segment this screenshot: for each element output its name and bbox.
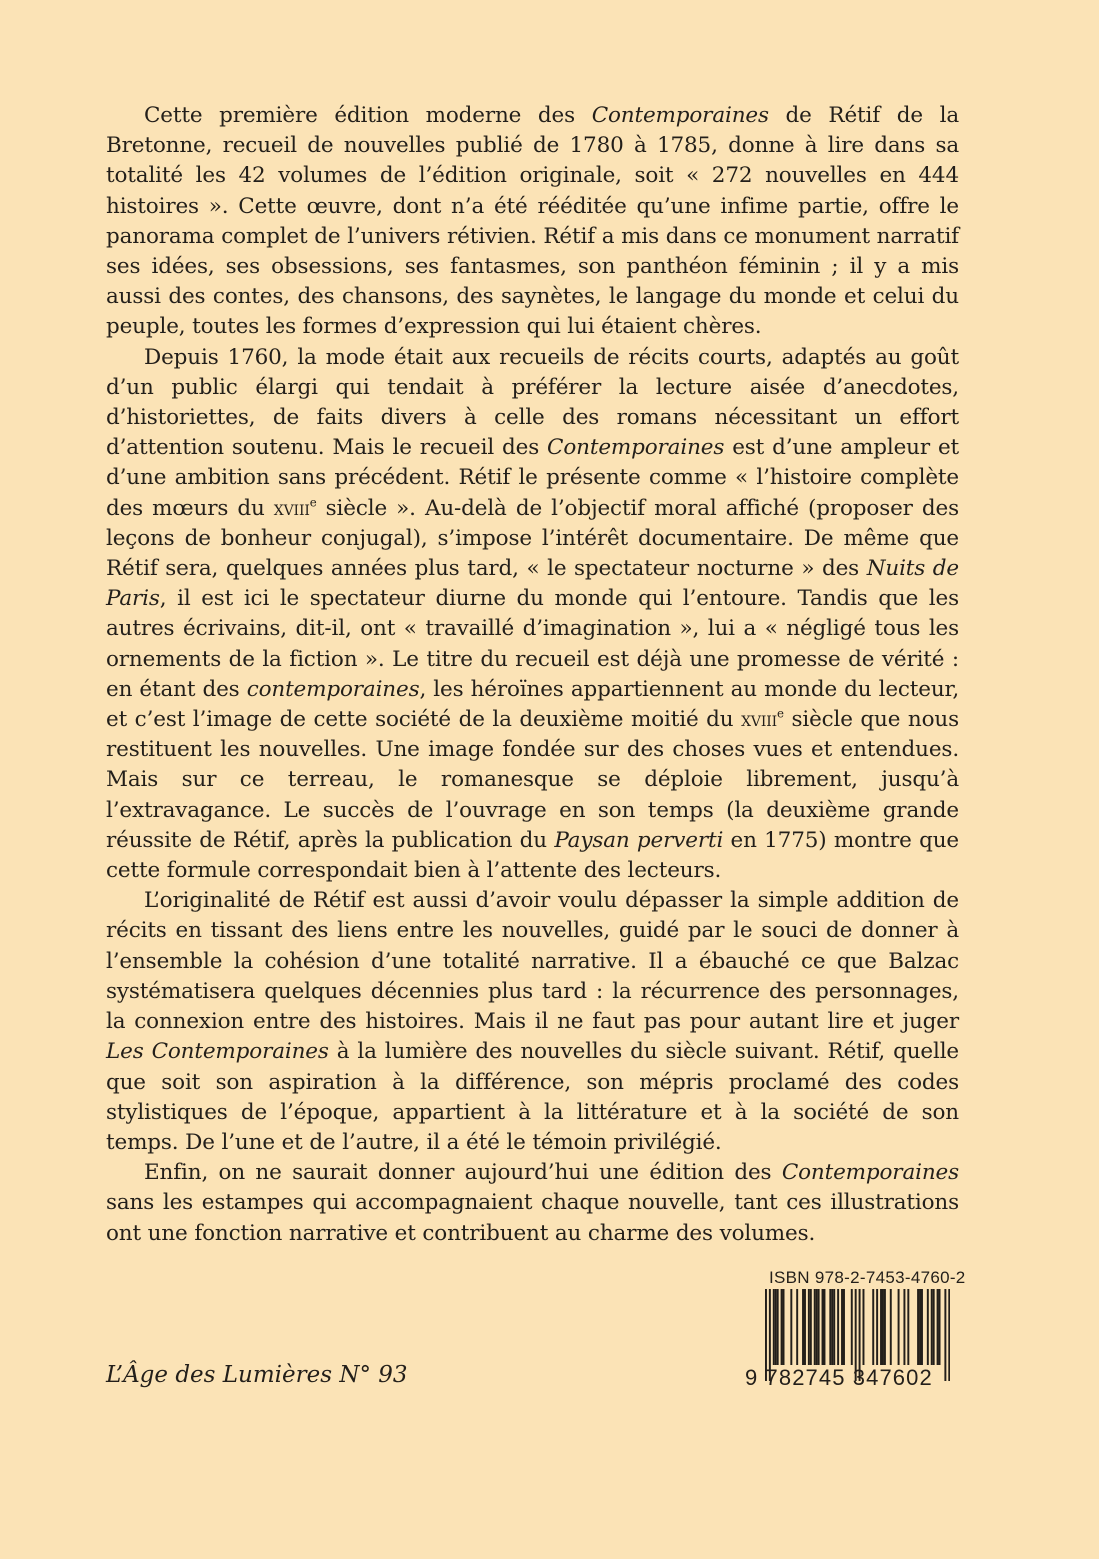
text-run: est d’une ampleur et d’une ambition sans précédent. Rétif le présente comme « l’histoire complète des mœurs du bbox=[106, 435, 960, 521]
barcode-bar bbox=[948, 1289, 950, 1381]
back-cover-text bbox=[106, 101, 959, 1249]
isbn-label: ISBN 978-2-7453-4760-2 bbox=[769, 1268, 966, 1287]
barcode-bar bbox=[810, 1289, 812, 1365]
paragraph bbox=[106, 343, 959, 887]
barcode-bar bbox=[802, 1289, 804, 1365]
barcode-bar bbox=[804, 1289, 806, 1365]
barcode-bar bbox=[790, 1289, 792, 1365]
barcode-bar bbox=[816, 1289, 818, 1365]
barcode-bar bbox=[933, 1289, 935, 1365]
paragraph bbox=[106, 101, 959, 343]
barcode-bar bbox=[777, 1289, 779, 1365]
barcode-bar bbox=[841, 1289, 843, 1365]
italic-title: Contemporaines bbox=[781, 1160, 959, 1186]
barcode-bar bbox=[890, 1289, 892, 1365]
italic-title: Contemporaines bbox=[591, 103, 769, 128]
italic-title: Contemporaines bbox=[547, 435, 725, 461]
text-run: Enfin, on ne saurait donner aujourd’hui une édition des bbox=[144, 1160, 782, 1186]
barcode-bar bbox=[898, 1289, 900, 1365]
barcode-bar bbox=[939, 1289, 941, 1365]
barcode-bar bbox=[833, 1289, 835, 1365]
barcode-bar bbox=[822, 1289, 824, 1365]
italic-title: Nuits de Paris bbox=[106, 556, 959, 612]
barcode-bar bbox=[843, 1289, 845, 1365]
barcode-bar bbox=[818, 1289, 820, 1365]
text-run: , il est ici le spectateur diurne du monde qui l’entoure. Tandis que les autres écrivains, dit-il, ont « travaillé d’imagination », lui a « négligé tous les ornements de la fiction ». Le titre du recueil est déjà une promesse de vérité : en étant des bbox=[106, 586, 959, 702]
text-run: de Rétif de la Bretonne, recueil de nouvelles publié de 1780 à 1785, donne à lire dans sa totalité les 42 volumes de l’édition originale, soit « 272 nouvelles en 444 histoires ». Cette œuvre, dont n’a été rééditée qu’une infime partie, offre le panorama complet de l’univers rétivien. Rétif a mis dans ce monument narratif ses idées, ses obsessions, ses fantasmes, son panthéon féminin ; il y a mis aussi des contes, des chansons, des saynètes, le langage du monde et celui du peuple, toutes les formes d’expression qui lui étaient chères. bbox=[106, 103, 959, 340]
barcode-bar bbox=[837, 1289, 839, 1365]
text-run: siècle que nous restituent les nouvelles. Une image fondée sur des choses vues et entendues. Mais sur ce terreau, le romanesque se déploie librement, jusqu’à l’extravagance. Le succès de l’ouvrage en son temps (la deuxième grande réussite de Rétif, après la publication du bbox=[106, 707, 960, 853]
small-caps: xviii bbox=[741, 708, 777, 732]
italic-title: contemporaines bbox=[246, 676, 420, 702]
barcode-bar bbox=[903, 1289, 905, 1365]
barcode-bar bbox=[882, 1289, 884, 1365]
text-run: Cette première édition moderne des bbox=[144, 103, 592, 128]
text-run: L’originalité de Rétif est aussi d’avoir voulu dépasser la simple addition de récits en tissant des liens entre les nouvelles, guidé par le souci de donner à l’ensemble la cohésion d’une totalité narrative. Il a ébauché ce que Balzac systématisera quelques décennies plus tard : la récurrence des personnages, la connexion entre des histoires. Mais il ne faut pas pour autant lire et juger bbox=[106, 888, 959, 1035]
barcode-bar bbox=[796, 1289, 798, 1365]
text-run: , les héroïnes appartiennent au monde du lecteur, et c’est l’image de cette société de la deuxième moitié du bbox=[106, 676, 960, 733]
barcode-bar bbox=[919, 1289, 921, 1365]
barcode-bar bbox=[783, 1289, 785, 1365]
barcode-bar bbox=[884, 1289, 886, 1365]
barcode-bar bbox=[880, 1289, 882, 1365]
barcode-bar bbox=[927, 1289, 929, 1365]
barcode-bar bbox=[921, 1289, 923, 1365]
barcode-bar bbox=[829, 1289, 831, 1365]
text-run: Depuis 1760, la mode était aux recueils de récits courts, adaptés au goût d’un public élargi qui tendait à préférer la lecture aisée d’anecdotes, d’historiettes, de faits divers à celle des romans nécessitant un effort d’attention soutenu. Mais le recueil des bbox=[106, 344, 959, 461]
paragraph bbox=[106, 886, 959, 1158]
italic-title: Les Contemporaines bbox=[106, 1039, 329, 1065]
barcode-bar bbox=[773, 1289, 775, 1365]
barcode-bar bbox=[863, 1289, 865, 1365]
paragraph bbox=[106, 1158, 959, 1249]
barcode-bar bbox=[808, 1289, 810, 1365]
barcode-bar bbox=[824, 1289, 826, 1365]
barcode-bar bbox=[937, 1289, 939, 1365]
barcode-bar bbox=[781, 1289, 783, 1365]
barcode-bar bbox=[917, 1289, 919, 1365]
barcode-bar bbox=[851, 1289, 853, 1365]
ean-digits: 9 782745 347602 bbox=[745, 1365, 933, 1390]
superscript: e bbox=[777, 706, 784, 721]
text-run: en 1775) montre que cette formule correspondait bien à l’attente des lecteurs. bbox=[106, 827, 959, 884]
text-run: à la lumière des nouvelles du siècle suivant. Rétif, quelle que soit son aspiration à la différence, son mépris proclamé des codes stylistiques de l’époque, appartient à la littérature et à la société de son temps. De l’une et de l’autre, il a été le témoin privilégié. bbox=[106, 1039, 959, 1155]
barcode-bar bbox=[814, 1289, 816, 1365]
italic-title: Paysan perverti bbox=[554, 827, 724, 853]
collection-name: L’Âge des Lumières N° 93 bbox=[106, 1362, 408, 1388]
small-caps: xviii bbox=[273, 496, 310, 520]
barcode-bar bbox=[907, 1289, 909, 1365]
barcode-bar bbox=[931, 1289, 933, 1365]
text-run: siècle ». Au-delà de l’objectif moral affiché (proposer des leçons de bonheur conjugal), s’impose l’intérêt documentaire. De même que Rétif sera, quelques années plus tard, « le spectateur nocturne » des bbox=[106, 495, 959, 582]
superscript: e bbox=[309, 495, 317, 510]
barcode-bar bbox=[831, 1289, 833, 1365]
barcode-bar bbox=[944, 1289, 946, 1381]
barcode-bar bbox=[876, 1289, 878, 1365]
barcode-bar bbox=[872, 1289, 874, 1365]
text-run: sans les estampes qui accompagnaient chaque nouvelle, tant ces illustrations ont une fonction narrative et contribuent au charme des volumes. bbox=[106, 1190, 959, 1246]
barcode-bar bbox=[775, 1289, 777, 1365]
